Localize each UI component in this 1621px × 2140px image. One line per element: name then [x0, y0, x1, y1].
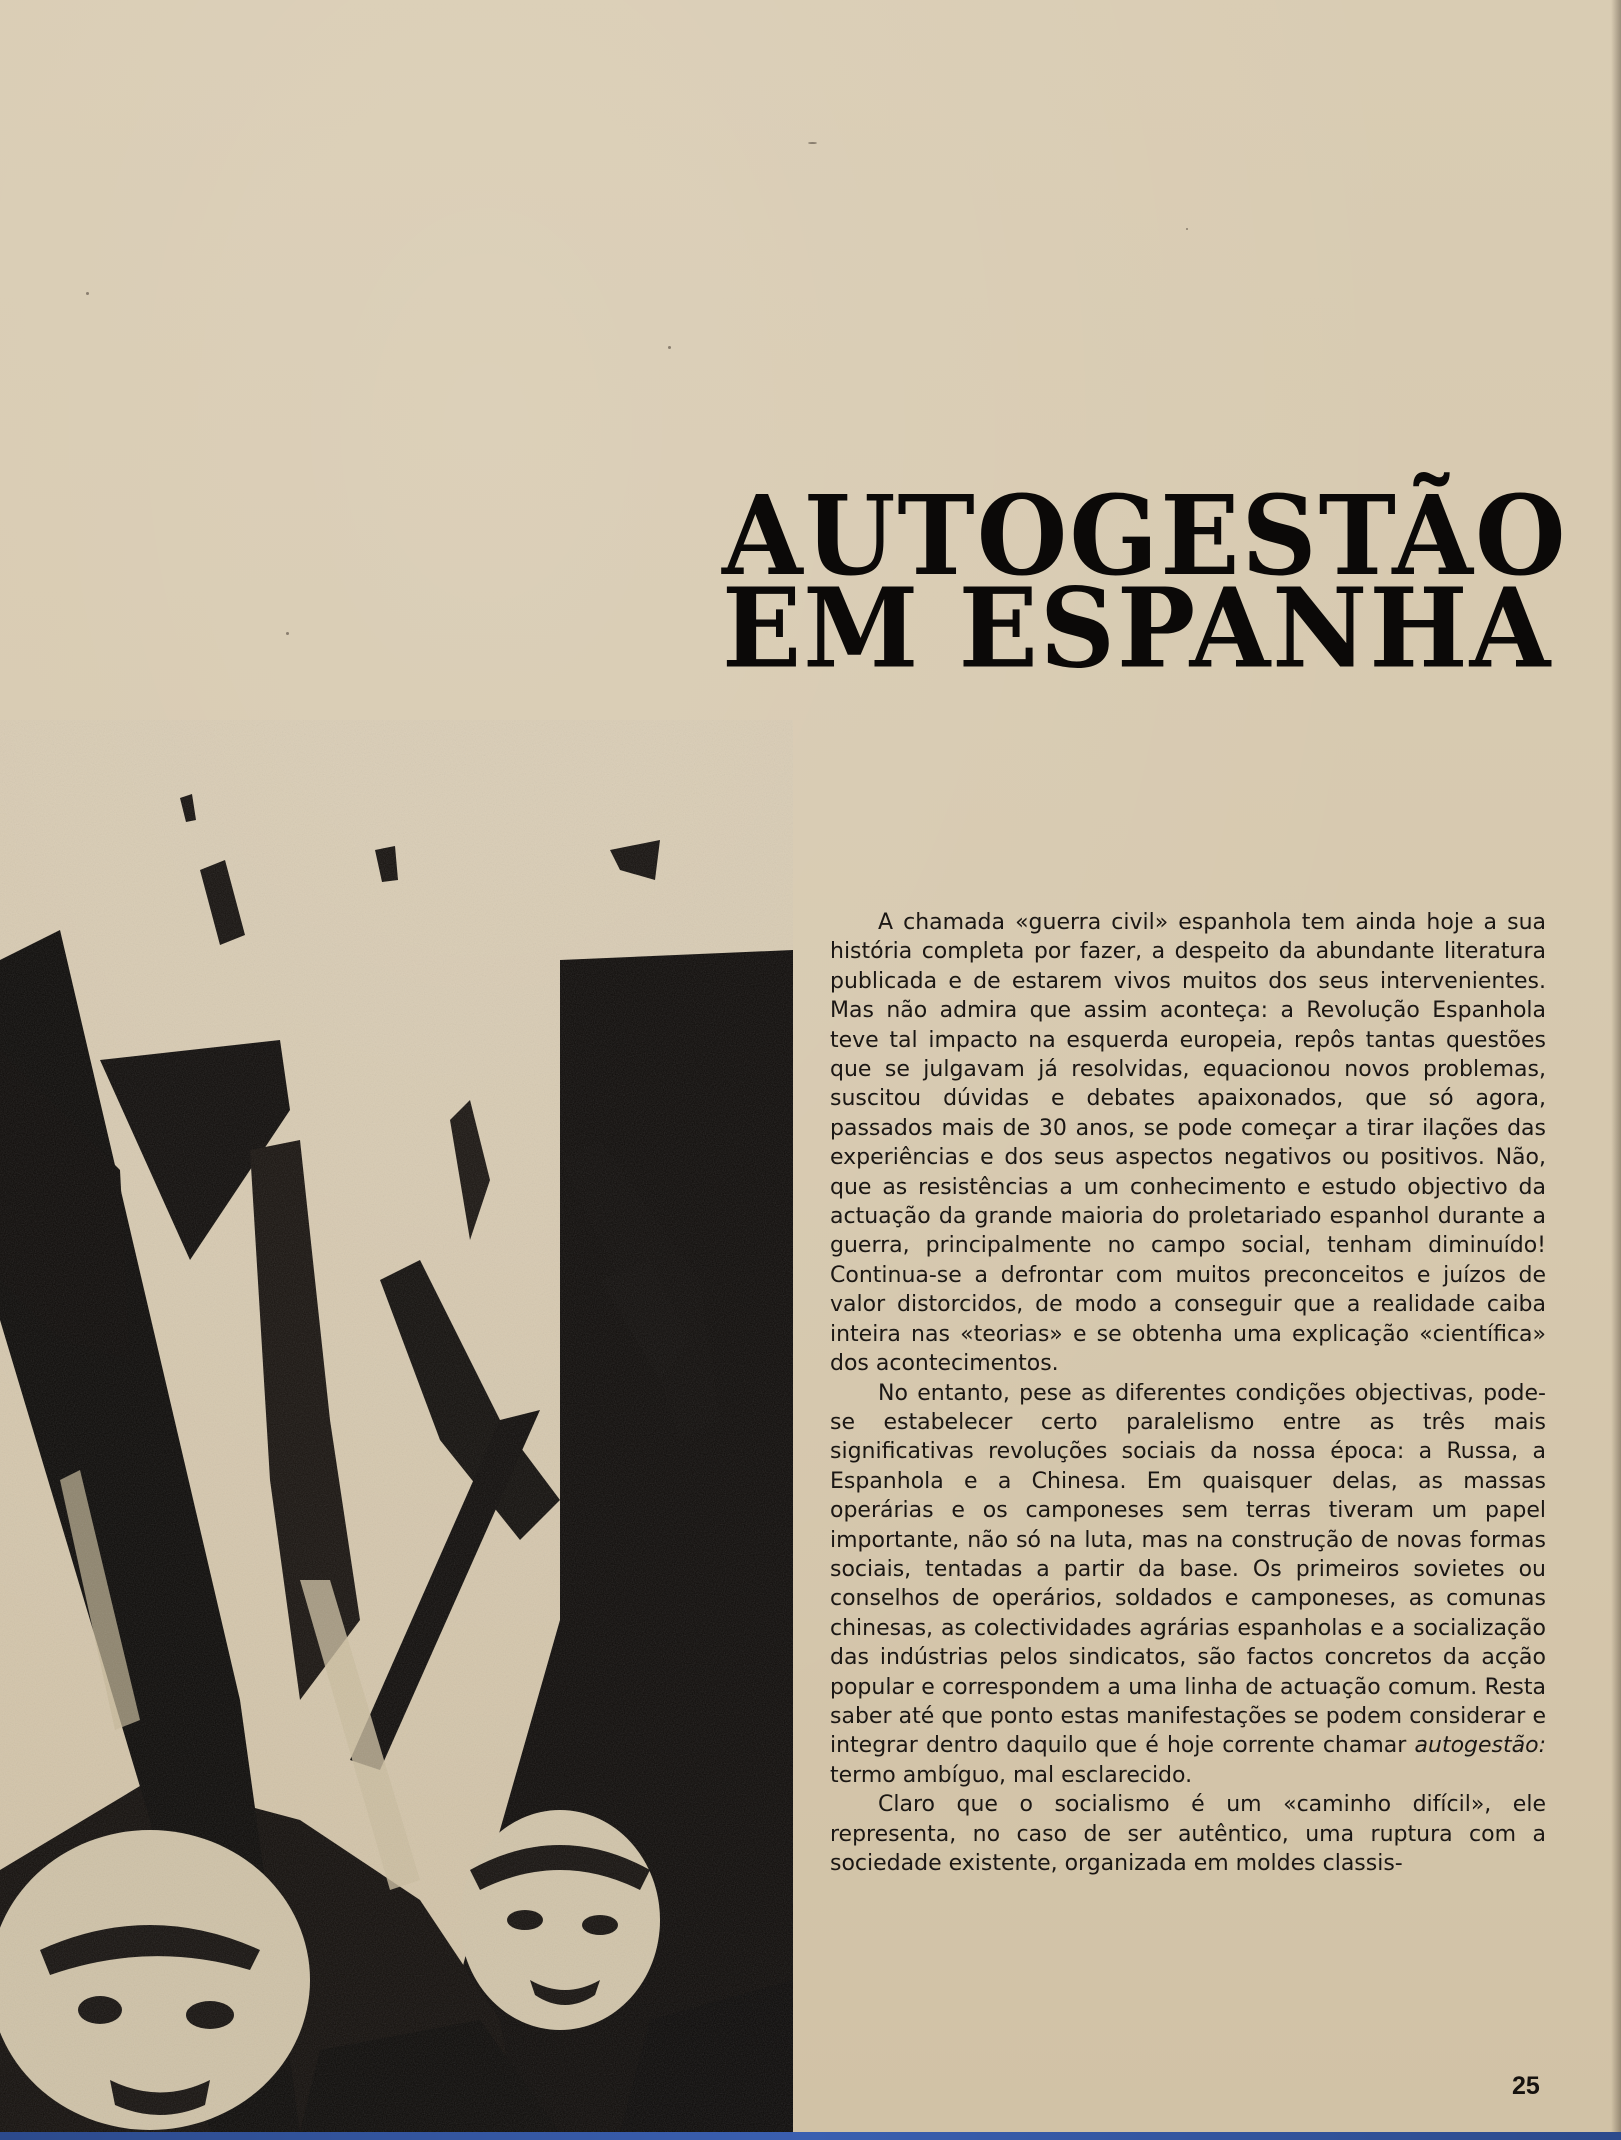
article-body: [830, 908, 1546, 1878]
paper-speck: [668, 346, 671, 349]
bottom-edge-strip: [0, 2132, 1621, 2140]
paragraph-text: termo ambíguo, mal esclarecido.: [830, 1762, 1193, 1788]
paper-speck: [808, 142, 817, 144]
headline-line-1: AUTOGESTÃO: [722, 471, 1568, 601]
crowd-photo: [0, 720, 793, 2132]
headline-line-2: EM ESPANHA: [722, 563, 1553, 693]
paragraph-text: No entanto, pese as diferentes condições objectivas, pode-se estabelecer certo paralelismo entre as três mais significativas revoluções sociais da nossa época: a Russa, a Espanhola e a Chinesa. Em quaisquer delas, as massas operárias e os camponeses sem terras tiveram um papel importante, não só na luta, mas na construção de novas formas sociais, tentadas a partir da base. Os primeiros sovietes ou conselhos de operários, soldados e camponeses, as comunas chinesas, as colectividades agrárias espanholas e a socialização das indústrias pelos sindicatos, são factos concretos da acção popular e correspondem a uma linha de actuação comum. Resta saber até que ponto estas manifestações se podem considerar e integrar dentro daquilo que é hoje corrente chamar: [830, 1380, 1546, 1759]
article-paragraph: A chamada «guerra civil» espanhola tem ainda hoje a sua história completa por fazer, a despeito da abundante literatura publicada e de estarem vivos muitos dos seus intervenientes. Mas não admira que assim aconteça: a Revolução Espanhola teve tal impacto na esquerda europeia, repôs tantas questões que se julgavam já resolvidas, equacionou novos problemas, suscitou dúvidas e debates apaixonados, que só agora, passados mais de 30 anos, se pode começar a tirar ilações das experiências e dos seus aspectos negativos ou positivos. Não, que as resistências a um conhecimento e estudo objectivo da actuação da grande maioria do proletariado espanhol durante a guerra, principalmente no campo social, tenham diminuído! Continua-se a defrontar com muitos preconceitos e juízos de valor distorcidos, de modo a conseguir que a realidade caiba inteira nas «teorias» e se obtenha uma explicação «científica» dos acontecimentos.: [830, 910, 1546, 1377]
paper-speck: [286, 632, 289, 635]
article-paragraph: [830, 1379, 1546, 1791]
page-number: 25: [1512, 2072, 1540, 2100]
paper-speck: [1186, 228, 1188, 230]
article-headline: [722, 471, 1568, 693]
italic-term: autogestão:: [1414, 1733, 1546, 1759]
page-edge-shadow: [1611, 0, 1621, 2140]
article-paragraph: Claro que o socialismo é um «caminho difícil», ele representa, no caso de ser autêntico, uma ruptura com a sociedade existente, organizada em moldes classis-: [830, 1792, 1546, 1876]
paper-speck: [86, 292, 89, 295]
